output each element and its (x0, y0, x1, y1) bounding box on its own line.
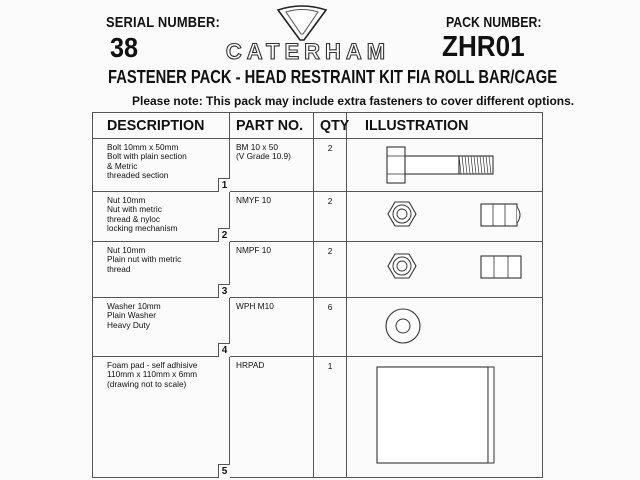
row-index: 2 (218, 228, 230, 242)
qty-cell: 2 (314, 139, 347, 192)
bolt-drawing (347, 139, 543, 191)
qty-cell: 2 (314, 192, 347, 242)
description-cell: Foam pad - self adhisive 110mm x 110mm x 6mm (drawing not to scale) 5 (93, 357, 230, 478)
caterham-wordmark (198, 38, 418, 66)
table-row (93, 242, 543, 298)
table-row (93, 192, 543, 242)
row-index: 3 (218, 284, 230, 298)
fastener-table (92, 112, 543, 478)
row-index: 5 (218, 464, 230, 478)
part-no-cell: BM 10 x 50 (V Grade 10.9) (230, 139, 314, 192)
description-cell: Bolt 10mm x 50mm Bolt with plain section & Metric threaded section 1 (93, 139, 230, 192)
plain-nut-drawing (347, 242, 543, 297)
part-no-cell: WPH M10 (230, 298, 314, 357)
column-header-description: DESCRIPTION (93, 113, 230, 139)
brand-text: CATERHAM (225, 39, 391, 64)
qty-cell: 1 (314, 357, 347, 478)
illustration-cell (347, 242, 543, 298)
column-header-part-no: PART NO. (230, 113, 314, 139)
illustration-cell (347, 139, 543, 192)
column-header-qty: QTY (314, 113, 347, 139)
part-no-cell: NMPF 10 (230, 242, 314, 298)
description-cell: Washer 10mm Plain Washer Heavy Duty 4 (93, 298, 230, 357)
serial-number-value: 38 (110, 32, 139, 63)
illustration-cell (347, 192, 543, 242)
pack-note: Please note: This pack may include extra fasteners to cover different options. (132, 94, 575, 108)
serial-number-label: SERIAL NUMBER: (106, 14, 220, 31)
illustration-cell (347, 298, 543, 357)
pack-number-label: PACK NUMBER: (446, 14, 542, 31)
table-header-row (93, 113, 543, 139)
table-row (93, 298, 543, 357)
part-no-cell: HRPAD (230, 357, 314, 478)
nyloc-nut-drawing (347, 192, 543, 241)
part-no-cell: NMYF 10 (230, 192, 314, 242)
qty-cell: 2 (314, 242, 347, 298)
washer-drawing (347, 298, 543, 356)
pack-number-value: ZHR01 (442, 31, 525, 63)
table-row (93, 139, 543, 192)
row-index: 4 (218, 343, 230, 357)
foam-pad-drawing (347, 357, 543, 477)
description-cell: Nut 10mm Plain nut with metric thread 3 (93, 242, 230, 298)
illustration-cell (347, 357, 543, 478)
table-row (93, 357, 543, 478)
qty-cell: 6 (314, 298, 347, 357)
column-header-illustration: ILLUSTRATION (347, 113, 543, 139)
description-cell: Nut 10mm Nut with metric thread & nyloc locking mechanism 2 (93, 192, 230, 242)
row-index: 1 (218, 178, 230, 192)
pack-title: FASTENER PACK - HEAD RESTRAINT KIT FIA ROLL BAR/CAGE (108, 67, 558, 87)
